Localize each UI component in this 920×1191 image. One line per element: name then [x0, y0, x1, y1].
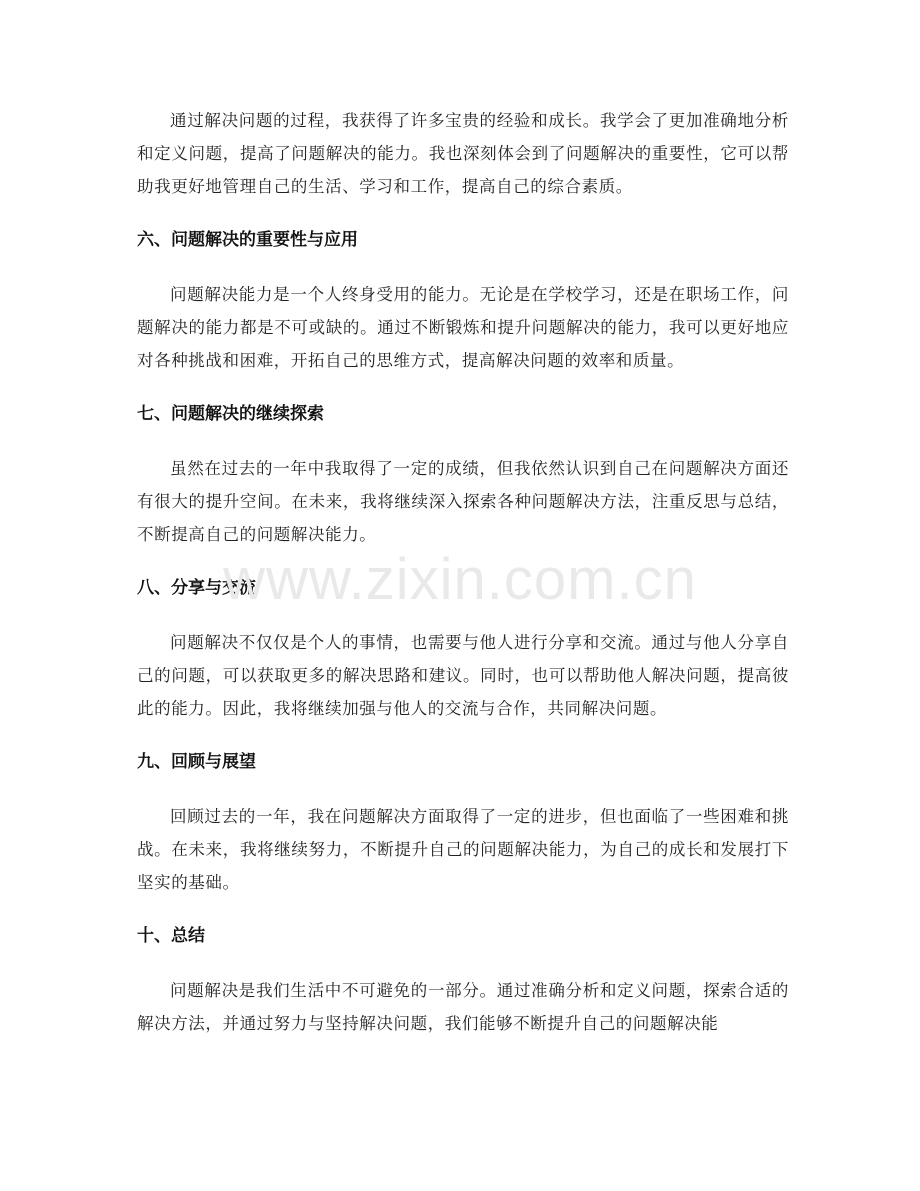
section-9-paragraph: 回顾过去的一年，我在问题解决方面取得了一定的进步，但也面临了一些困难和挑战。在未来，我将继续努力，不断提升自己的问题解决能力，为自己的成长和发展打下坚实的基础。: [137, 807, 789, 892]
section-7-heading: 七、问题解决的继续探索: [137, 404, 324, 424]
section-10-paragraph: 问题解决是我们生活中不可避免的一部分。通过准确分析和定义问题，探索合适的解决方法，并通过努力与坚持解决问题，我们能够不断提升自己的问题解决能: [137, 981, 789, 1033]
section-6-paragraph: 问题解决能力是一个人终身受用的能力。无论是在学校学习，还是在职场工作，问题解决的能力都是不可或缺的。通过不断锻炼和提升问题解决的能力，我可以更好地应对各种挑战和困难，开拓自己的思维方式，提高解决问题的效率和质量。: [137, 285, 789, 370]
section-8-paragraph: 问题解决不仅仅是个人的事情，也需要与他人进行分享和交流。通过与他人分享自己的问题，可以获取更多的解决思路和建议。同时，也可以帮助他人解决问题，提高彼此的能力。因此，我将继续加强与他人的交流与合作，共同解决问题。: [137, 633, 789, 718]
section-7-paragraph: 虽然在过去的一年中我取得了一定的成绩，但我依然认识到自己在问题解决方面还有很大的提升空间。在未来，我将继续深入探索各种问题解决方法，注重反思与总结，不断提高自己的问题解决能力。: [137, 459, 789, 544]
section-6-heading: 六、问题解决的重要性与应用: [137, 230, 358, 250]
section-10-heading: 十、总结: [137, 926, 205, 946]
watermark-text: www.zixin.com.cn: [223, 547, 697, 612]
document-body: [137, 104, 789, 1040]
section-8-heading: 八、分享与交流: [137, 578, 256, 598]
intro-paragraph: 通过解决问题的过程，我获得了许多宝贵的经验和成长。我学会了更加准确地分析和定义问题，提高了问题解决的能力。我也深刻体会到了问题解决的重要性，它可以帮助我更好地管理自己的生活、学习和工作，提高自己的综合素质。: [137, 111, 789, 196]
section-9-heading: 九、回顾与展望: [137, 752, 256, 772]
